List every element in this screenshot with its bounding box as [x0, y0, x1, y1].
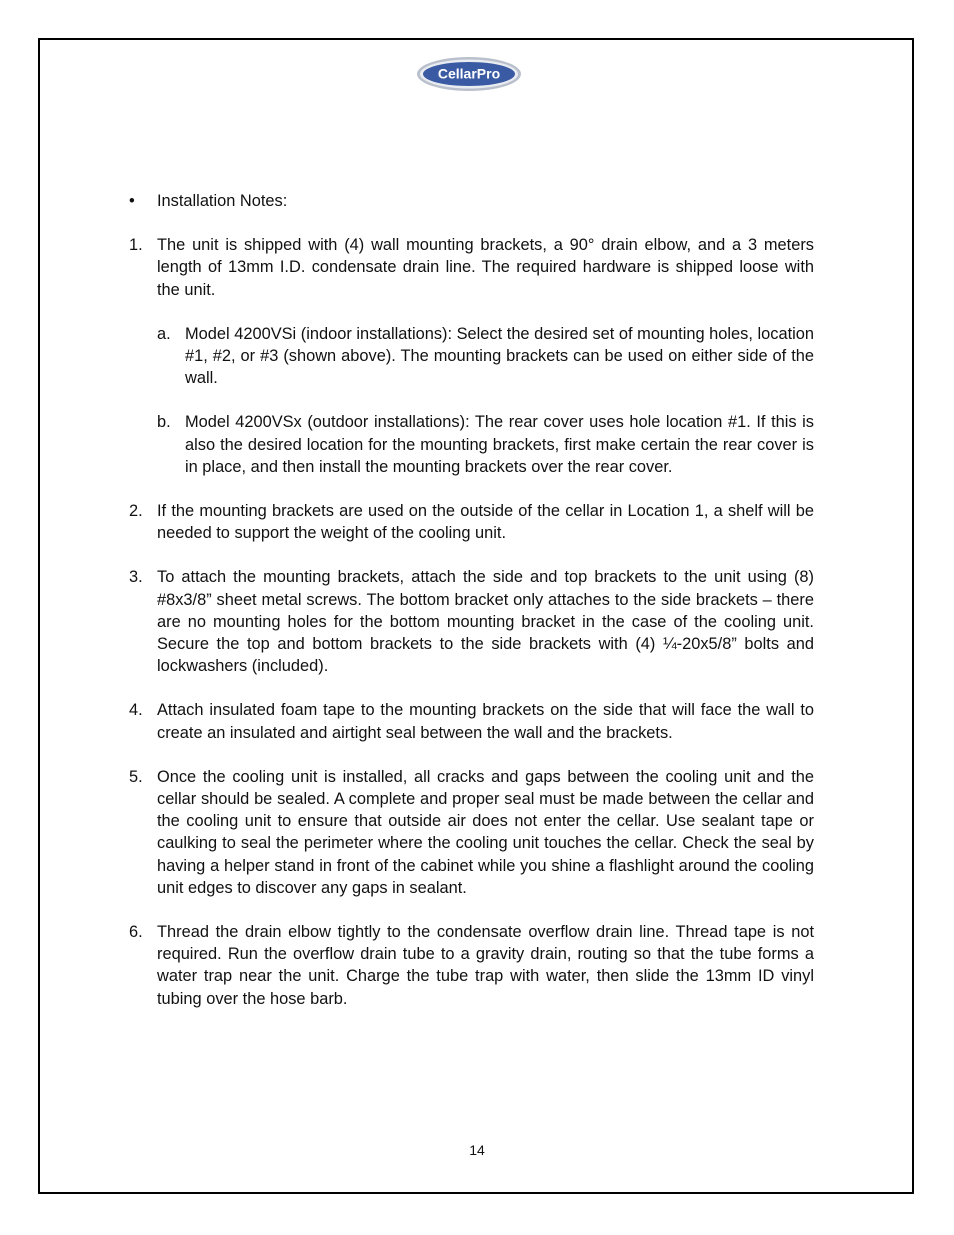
sub-list-item: [157, 323, 814, 390]
installation-notes: [129, 190, 814, 1032]
list-item: [129, 766, 814, 899]
item-number: 4.: [129, 701, 143, 720]
bullet-mark: •: [129, 192, 135, 210]
logo-text: CellarPro: [437, 65, 501, 82]
item-number: 1.: [129, 236, 143, 255]
list-item: [129, 234, 814, 478]
list-item: [129, 921, 814, 1010]
list-item: [129, 500, 814, 544]
sub-item-letter: b.: [157, 413, 171, 432]
list-item: [129, 566, 814, 677]
page-number: 14: [469, 1142, 485, 1158]
item-text: Once the cooling unit is installed, all cracks and gaps between the cooling unit and the cellar should be sealed. A complete and proper seal must be made between the cellar and the cooling unit to ensure that outside air does not enter the cellar. Use sealant tape or caulking to seal the perimeter where the cooling unit touches the cellar. Check the seal by having a helper stand in front of the cabinet while you shine a flashlight around the cooling unit edges to discover any gaps in sealant.: [157, 767, 814, 897]
item-number: 6.: [129, 923, 143, 942]
item-text: Attach insulated foam tape to the mounting brackets on the side that will face the wall to create an insulated and airtight seal between the wall and the brackets.: [157, 701, 814, 742]
item-text: To attach the mounting brackets, attach the side and top brackets to the unit using (8) #8x3/8” sheet metal screws. The bottom bracket only attaches to the side brackets – there are no mounting holes for the bottom mounting bracket in the case of the cooling unit. Secure the top and bottom brackets to the side brackets with (4) ¼-20x5/8” bolts and lockwashers (included).: [157, 568, 814, 676]
section-heading-text: Installation Notes:: [157, 192, 288, 210]
sub-item-text: Model 4200VSx (outdoor installations): The rear cover uses hole location #1. If this is also the desired location for the mounting brackets, first make certain the rear cover is in place, and then install the mounting brackets over the rear cover.: [185, 413, 814, 476]
item-text: If the mounting brackets are used on the outside of the cellar in Location 1, a shelf will be needed to support the weight of the cooling unit.: [157, 502, 814, 543]
sub-item-letter: a.: [157, 324, 171, 343]
item-text: Thread the drain elbow tightly to the condensate overflow drain line. Thread tape is not required. Run the overflow drain tube to a gravity drain, routing so that the tube forms a water trap near the unit. Charge the tube trap with water, then slide the 13mm ID vinyl tubing over the hose barb.: [157, 923, 814, 1008]
section-heading: [129, 190, 814, 212]
sub-item-text: Model 4200VSi (indoor installations): Select the desired set of mounting holes, location #1, #2, or #3 (shown above). The mounting brackets can be used on either side of the wall.: [185, 324, 814, 388]
item-text: The unit is shipped with (4) wall mounting brackets, a 90° drain elbow, and a 3 meters length of 13mm I.D. condensate drain line. The required hardware is shipped loose with the unit.: [157, 236, 814, 299]
list-item: [129, 699, 814, 743]
item-number: 5.: [129, 767, 143, 786]
item-body: [157, 234, 814, 478]
sub-list-item: [157, 411, 814, 478]
item-number: 2.: [129, 502, 143, 521]
cellarpro-logo: [416, 56, 522, 92]
item-number: 3.: [129, 568, 143, 587]
sub-list: [157, 323, 814, 478]
